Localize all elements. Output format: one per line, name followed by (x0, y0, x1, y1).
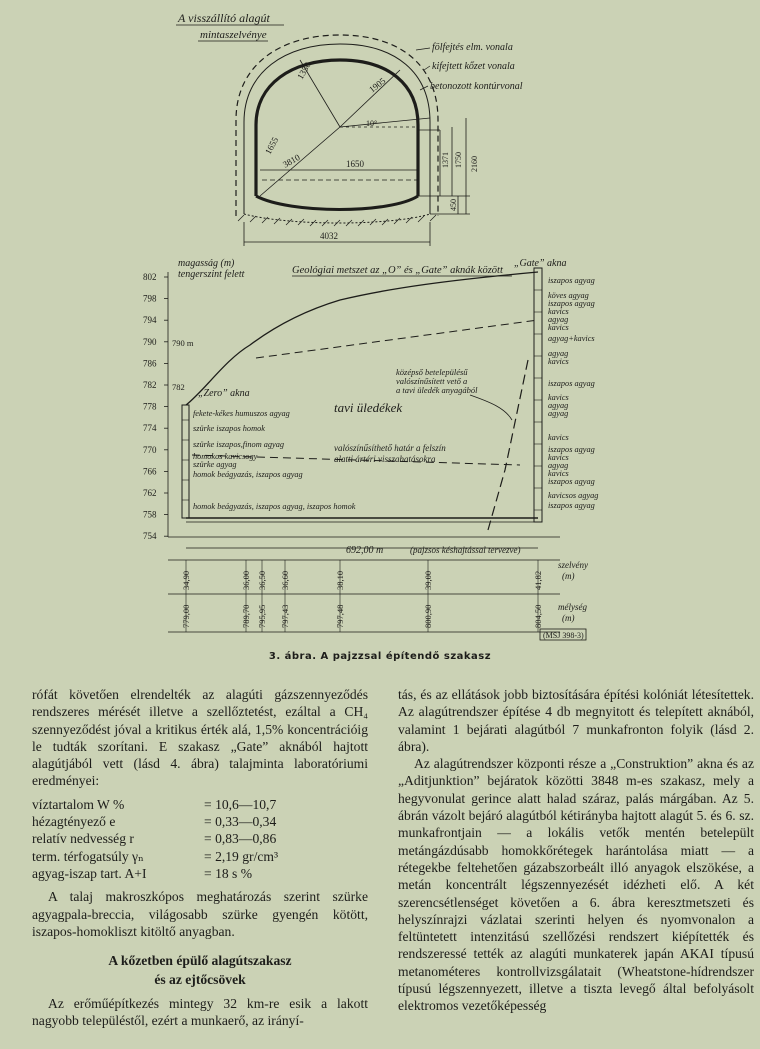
depth-value: 779,00 (181, 604, 191, 628)
cross-section-subtitle: mintaszelvénye (200, 29, 267, 41)
invert-arch (256, 196, 418, 210)
station-row (181, 560, 543, 594)
stamp: (MSJ 398-3) (543, 631, 584, 640)
length-label: 692,00 m (346, 545, 384, 556)
fault-leader (470, 395, 512, 420)
right-paragraph-1: tás, és az ellátások jobb biztosítására építési kolóniát létesítettek. Az alagútrendszer építése 4 db megnyitott és telepített aknából, valamint 1 bejárati alagútból 7 munkafronton folyik (lásd 2. ábra). (398, 687, 754, 754)
lab-result-value: = 2,19 gr/cm³ (204, 848, 279, 864)
left-layer-label: fekete-kékes humuszos agyag (193, 409, 290, 418)
right-layer-label: kavics (548, 453, 569, 462)
lab-result-row (32, 848, 368, 865)
zero-borehole (182, 405, 189, 518)
y-tick-774: 774 (143, 423, 157, 434)
rock-line (244, 44, 430, 214)
lab-result-row (32, 865, 368, 882)
lab-result-key: víztartalom W % (32, 796, 125, 812)
left-layer-labels (193, 409, 356, 511)
lab-result-row (32, 796, 368, 813)
right-layer-label: iszapos agyag (548, 501, 595, 510)
dim-1350: 1350 (295, 60, 313, 81)
right-layer-label: kavics (548, 469, 569, 478)
mark-790: 790 m (172, 338, 194, 348)
lake-sediment-label: tavi üledékek (334, 400, 403, 415)
right-layer-label: iszapos agyag (548, 477, 595, 486)
zero-shaft-label: „Zero” akna (198, 388, 250, 399)
lab-result-key: agyag-iszap tart. A+I (32, 865, 147, 881)
left-layer-label: homok beágyazás, iszapos agyag, iszapos homok (193, 502, 356, 511)
lab-result-key: hézagtényező e (32, 814, 116, 830)
station-value: 36,50 (257, 570, 267, 590)
leader-excavation (416, 48, 430, 50)
lab-results (32, 796, 368, 882)
y-tick-794: 794 (143, 315, 157, 326)
mid-note-3: a tavi üledék anyagából (396, 385, 478, 395)
left-layer-label: homok beágyazás, iszapos agyag (193, 470, 303, 479)
depth-row (181, 594, 543, 632)
depth-value: 797,43 (280, 604, 290, 628)
gate-shaft-label: „Gate” akna (514, 258, 567, 269)
y-tick-782: 782 (143, 380, 157, 390)
boundary-note-1: valószínűsíthető határ a felszín (334, 443, 446, 453)
leader-rock (424, 66, 430, 70)
station-label: szelvény (558, 560, 588, 570)
lab-result-row (32, 830, 368, 847)
lab-result-value: = 0,83—0,86 (204, 831, 277, 847)
right-layer-label: agyag+kavics (548, 334, 595, 343)
lab-result-value: = 10,6—10,7 (204, 796, 277, 812)
depth-unit: (m) (562, 613, 575, 623)
right-layer-label: iszapos agyag (548, 276, 595, 285)
excavation-line (236, 35, 438, 216)
left-paragraph-1: rófát követően elrendelték az alagúti gázszennyeződés rendszeres mérését illetve a szellőztetést, ezáltal a CH₄ szennyeződést jóval a kritikus érték alá, 1,5% koncentrációig le tudták szorítani. E szakasz „Gate” aknából hajtott alagútjából vett (lásd 4. ábra) talajminta laboratóriumi eredményei: (32, 687, 368, 789)
layer-boundary-upper (256, 320, 538, 358)
left-layer-label: szürke iszapos,finom agyag (193, 440, 285, 449)
y-tick-802: 802 (143, 272, 157, 282)
left-layer-label: szürke iszapos homok (193, 424, 265, 433)
station-value: 38,10 (335, 570, 345, 590)
depth-value: 804,50 (533, 604, 543, 628)
lab-result-value: = 0,33—0,34 (204, 814, 277, 830)
depth-value: 789,70 (241, 604, 251, 628)
depth-label: mélység (558, 602, 587, 612)
lab-result-key: term. térfogatsúly γₙ (32, 848, 144, 864)
y-tick-766: 766 (143, 466, 157, 477)
profile-title: Geológiai metszet az „O” és „Gate” aknák között (292, 265, 503, 276)
y-tick-754: 754 (143, 531, 157, 542)
section-heading-2: és az ejtőcsövek (154, 972, 246, 988)
concrete-lining (256, 60, 418, 196)
dim-2160: 2160 (470, 156, 479, 172)
left-layer-label: szürke agyag (193, 460, 237, 469)
right-layer-label: iszapos agyag (548, 379, 595, 388)
lab-result-key: relatív nedvesség r (32, 831, 134, 847)
right-layer-label: iszapos agyag (548, 445, 595, 454)
right-layer-label: agyag (548, 401, 569, 410)
lab-result-value: = 18 s % (204, 865, 253, 881)
mid-note-2: valószínűsített vető a (396, 376, 468, 386)
y-tick-758: 758 (143, 509, 157, 520)
depth-value: 797,48 (335, 604, 345, 628)
left-paragraph-2: A talaj makroszkópos meghatározás szerint szürke agyagpala-breccia, világosabb szürke gyengén kötött, iszapos-homokliszt kitöltő anyagban. (32, 889, 368, 939)
gate-borehole (534, 268, 542, 522)
probable-fault (488, 360, 528, 530)
label-excavation: fölfejtés elm. vonala (432, 42, 513, 53)
station-value: 34,90 (181, 570, 191, 590)
left-paragraph-3: Az erőműépítkezés mintegy 32 km-re esik a lakott nagyobb településtől, ezért a munkaerő, az irányí- (32, 995, 368, 1029)
station-value: 41,82 (533, 570, 543, 590)
right-layer-label: agyag (548, 461, 569, 470)
y-tick-770: 770 (143, 444, 157, 455)
y-tick-762: 762 (143, 488, 157, 498)
y-tick-798: 798 (143, 293, 157, 304)
dim-4032: 4032 (320, 231, 338, 241)
right-layer-label: kavics (548, 307, 569, 316)
section-heading-1: A kőzetben épülő alagútszakasz (108, 953, 292, 969)
station-unit: (m) (562, 571, 575, 581)
depth-value: 795,95 (257, 604, 267, 628)
elevation-axis (143, 272, 168, 541)
boundary-note-2: alatti ártéri visszahatásokra (334, 454, 436, 464)
figure-caption: 3. ábra. A pajzzsal építendő szakasz (268, 651, 492, 662)
axis-label-elevation: magasság (m) (178, 258, 235, 269)
dim-1371: 1371 (441, 152, 450, 168)
y-tick-778: 778 (143, 401, 157, 412)
right-layer-label: iszapos agyag (548, 299, 595, 308)
label-rock: kifejtett kőzet vonala (432, 61, 515, 72)
dim-1650: 1650 (346, 159, 364, 169)
mark-782: 782 (172, 382, 185, 392)
station-value: 39,00 (423, 570, 433, 590)
left-column (32, 686, 368, 1029)
right-layer-label: agyag (548, 409, 569, 418)
ground-hatching (238, 215, 436, 226)
station-value: 36,60 (280, 570, 290, 590)
left-layer-label: homokos kavicsogy (193, 452, 258, 461)
depth-value: 800,90 (423, 604, 433, 628)
mid-note-1: középső betelepülésű (396, 367, 468, 377)
right-layer-label: agyag (548, 315, 569, 324)
axis-label-sealevel: tengerszint felett (178, 269, 245, 280)
right-layer-label: agyag (548, 349, 569, 358)
dim-450: 450 (449, 199, 458, 211)
dim-1905: 1905 (367, 75, 388, 95)
right-layer-label: kavics (548, 357, 569, 366)
dim-angle: 10° (366, 119, 378, 128)
dim-3810: 3810 (281, 152, 302, 170)
cross-section-title: A visszállító alagút (178, 11, 270, 25)
right-layer-label: kavics (548, 393, 569, 402)
ground-surface (186, 272, 538, 405)
lab-result-row (32, 813, 368, 830)
right-layer-labels (548, 276, 598, 510)
right-layer-label: kavicsos agyag (548, 491, 599, 500)
y-tick-786: 786 (143, 358, 157, 369)
right-layer-label: kavics (548, 433, 569, 442)
station-value: 36,00 (241, 570, 251, 590)
dim-1750: 1750 (454, 152, 463, 168)
invert-outer (244, 214, 430, 223)
right-layer-label: köves agyag (548, 291, 589, 300)
right-column (398, 686, 754, 1015)
dim-1655: 1655 (262, 135, 281, 156)
label-concrete: betonozott kontúrvonal (430, 81, 523, 92)
right-layer-label: kavics (548, 323, 569, 332)
y-tick-790: 790 (143, 336, 157, 347)
right-paragraph-2: Az alagútrendszer központi része a „Construktion” akna és az „Aditjunktion” bejáratok közötti 3848 m-es szakasz, mely a hegyvonulat gerince alatt halad száraz, palás márgában. Az 5. ábrán vázolt bejáró alagútból kétirányba hajtott alagút 5. és 6. sz. munkafrontjain — a lokális vetők mentén betelepült metángázdúsabb homokkőrétegek harántolása miatt — a rétegekbe feltehetően gázabszorbeált illó anyagok elszökése, a metán koncentrált légszennyezését idézheti elő. A két szerencsétlenséget követően a 6. ábra keresztmetszeti és helyszínrajzi vázlatai szerinti helyen és nyomvonalon a feltüntetett intenzitású szellőzési rendszert kiépítették és rendszeressé tették az alagúti munkaterek japán AKAI típusú metanométeres kontrollvizsgálatait (Wheatstone-hídrendszer típusú légszennyezett, illetve a tiszta levegő által befolyásolt elektromos vezetőképesség (398, 756, 754, 1014)
tunnel-method-note: (pajzsos késhajtással tervezve) (410, 545, 521, 555)
